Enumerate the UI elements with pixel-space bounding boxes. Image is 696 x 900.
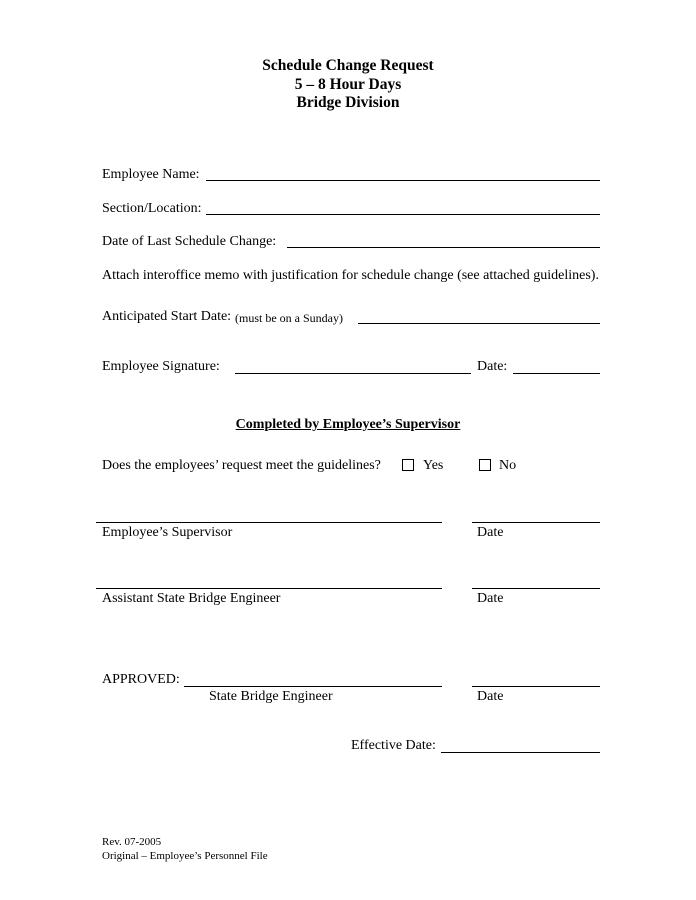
supervisor-section-heading: Completed by Employee’s Supervisor [235, 417, 461, 432]
no-checkbox[interactable] [479, 459, 491, 471]
state-engineer-signature-field[interactable] [184, 686, 442, 687]
supervisor-date-label: Date [477, 525, 504, 540]
supervisor-label: Employee’s Supervisor [102, 525, 233, 540]
employee-name-field[interactable] [206, 180, 600, 181]
memo-instruction: Attach interoffice memo with justification for schedule change (see attached guidelines). [102, 268, 599, 283]
section-location-label: Section/Location: [102, 201, 202, 216]
employee-signature-field[interactable] [235, 373, 471, 374]
assistant-engineer-signature-field[interactable] [96, 588, 442, 589]
start-date-note: (must be on a Sunday) [235, 311, 343, 325]
guidelines-question: Does the employees’ request meet the guidelines? [102, 458, 381, 473]
assistant-engineer-date-field[interactable] [472, 588, 600, 589]
start-date-field[interactable] [358, 323, 600, 324]
employee-signature-label: Employee Signature: [102, 359, 220, 374]
start-date-label: Anticipated Start Date: [102, 309, 232, 324]
employee-date-label: Date: [477, 359, 508, 374]
revision-note: Rev. 07-2005 [102, 836, 162, 848]
employee-date-field[interactable] [513, 373, 600, 374]
yes-checkbox[interactable] [402, 459, 414, 471]
state-engineer-label: State Bridge Engineer [209, 689, 333, 704]
last-change-date-field[interactable] [287, 247, 600, 248]
assistant-engineer-label: Assistant State Bridge Engineer [102, 591, 281, 606]
section-location-field[interactable] [206, 214, 600, 215]
no-label: No [499, 458, 517, 473]
supervisor-date-field[interactable] [472, 522, 600, 523]
effective-date-label: Effective Date: [351, 738, 436, 753]
approved-label: APPROVED: [102, 672, 180, 687]
assistant-engineer-date-label: Date [477, 591, 504, 606]
employee-name-label: Employee Name: [102, 167, 200, 182]
distribution-note: Original – Employee’s Personnel File [102, 850, 268, 862]
form-division: Bridge Division [296, 94, 400, 111]
form-title-block [0, 57, 696, 113]
form-title: Schedule Change Request [262, 57, 434, 74]
state-engineer-date-label: Date [477, 689, 504, 704]
form-subtitle: 5 – 8 Hour Days [294, 75, 402, 93]
state-engineer-date-field[interactable] [472, 686, 600, 687]
supervisor-signature-field[interactable] [96, 522, 442, 523]
effective-date-field[interactable] [441, 752, 600, 753]
last-change-date-label: Date of Last Schedule Change: [102, 234, 277, 249]
yes-label: Yes [423, 458, 444, 473]
